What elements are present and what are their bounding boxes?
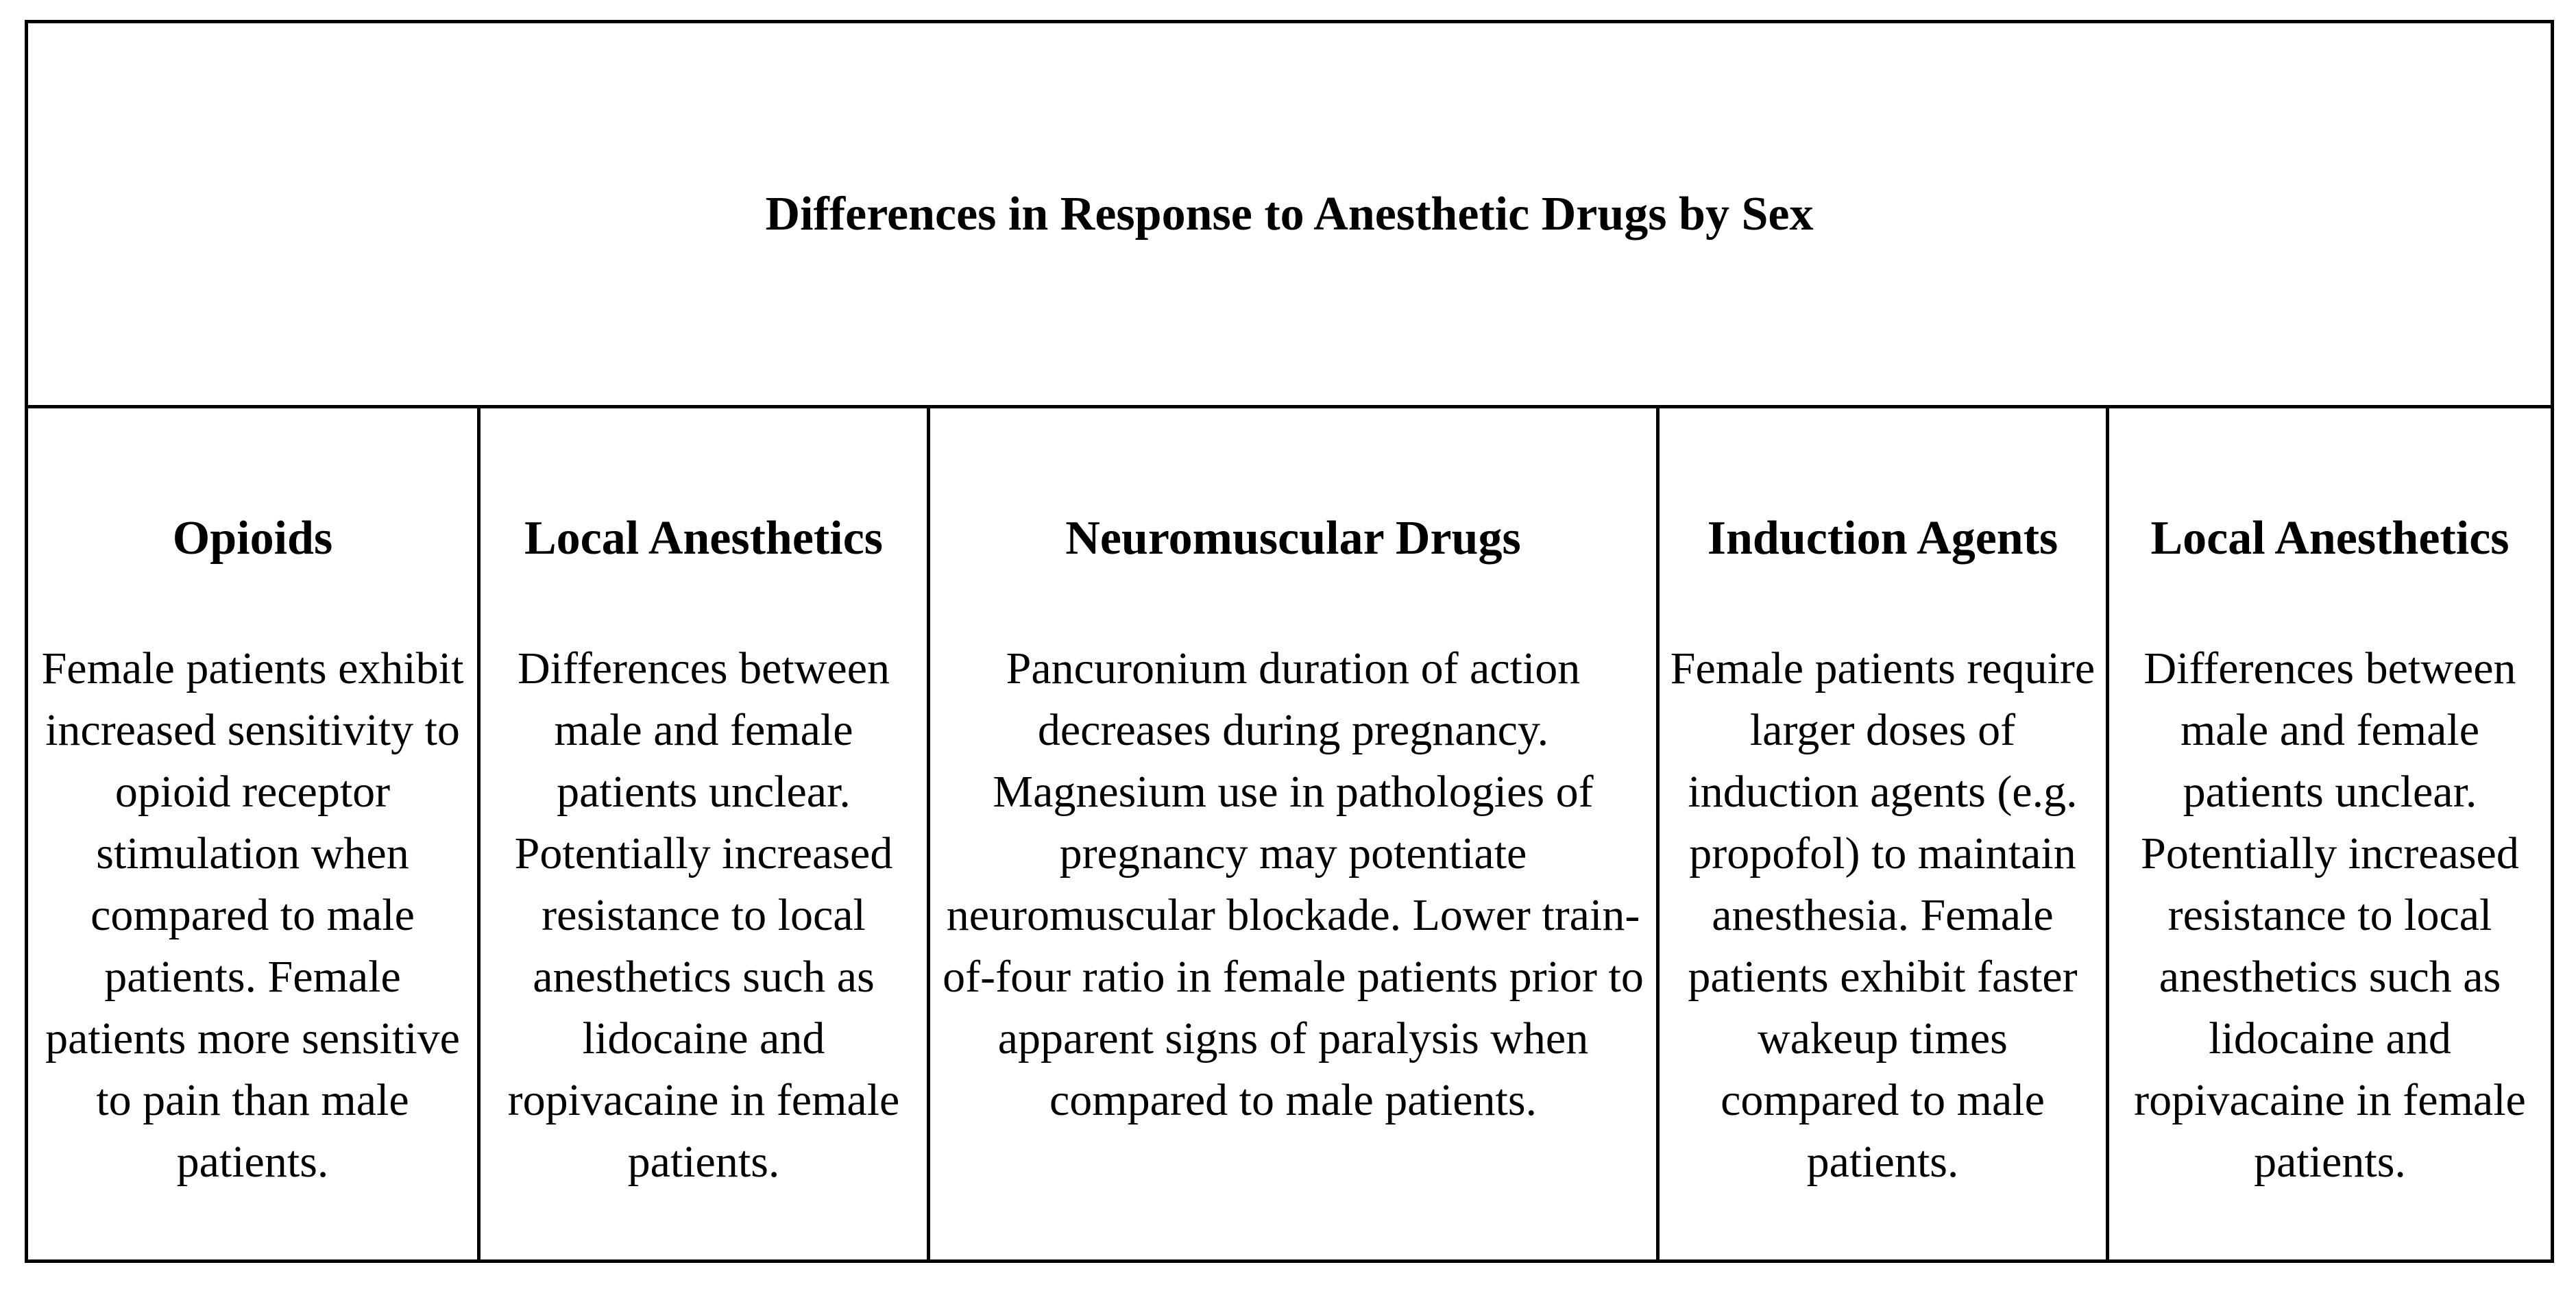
- column-description: Pancuronium duration of action decreases during pregnancy. Magnesium use in pathologies of pregnancy may potentiate neuromuscular blockade. Lower train-of-four ratio in female patients prior to apparent signs of paralysis when compared to male patients.: [943, 643, 1644, 1125]
- title-cell: [28, 23, 2551, 408]
- column-heading: Local Anesthetics: [2150, 512, 2510, 565]
- column-local-anesthetics: [477, 405, 927, 1259]
- column-description: Differences between male and female patients unclear. Potentially increased resistance to local anesthetics such as lidocaine and ropivacaine in female patients.: [2134, 643, 2526, 1187]
- column-heading: Neuromuscular Drugs: [1065, 512, 1521, 565]
- column-neuromuscular-drugs: [927, 405, 1656, 1259]
- column-heading: Induction Agents: [1707, 512, 2058, 565]
- column-description: Female patients require larger doses of induction agents (e.g. propofol) to maintain anesthesia. Female patients exhibit faster wakeup times compared to male patients.: [1670, 643, 2095, 1187]
- column-induction-agents: [1656, 405, 2106, 1259]
- comparison-table: [25, 20, 2554, 1263]
- column-heading: Opioids: [172, 512, 333, 565]
- drug-columns-row: [28, 405, 2551, 1259]
- column-description: Female patients exhibit increased sensitivity to opioid receptor stimulation when compared to male patients. Female patients more sensitive to pain than male patients.: [41, 643, 464, 1187]
- column-opioids: [28, 405, 477, 1259]
- table-title: Differences in Response to Anesthetic Drugs by Sex: [765, 187, 1814, 241]
- column-description: Differences between male and female patients unclear. Potentially increased resistance to local anesthetics such as lidocaine and ropivacaine in female patients.: [507, 643, 900, 1187]
- column-heading: Local Anesthetics: [524, 512, 884, 565]
- column-local-anesthetics-2: [2106, 405, 2551, 1259]
